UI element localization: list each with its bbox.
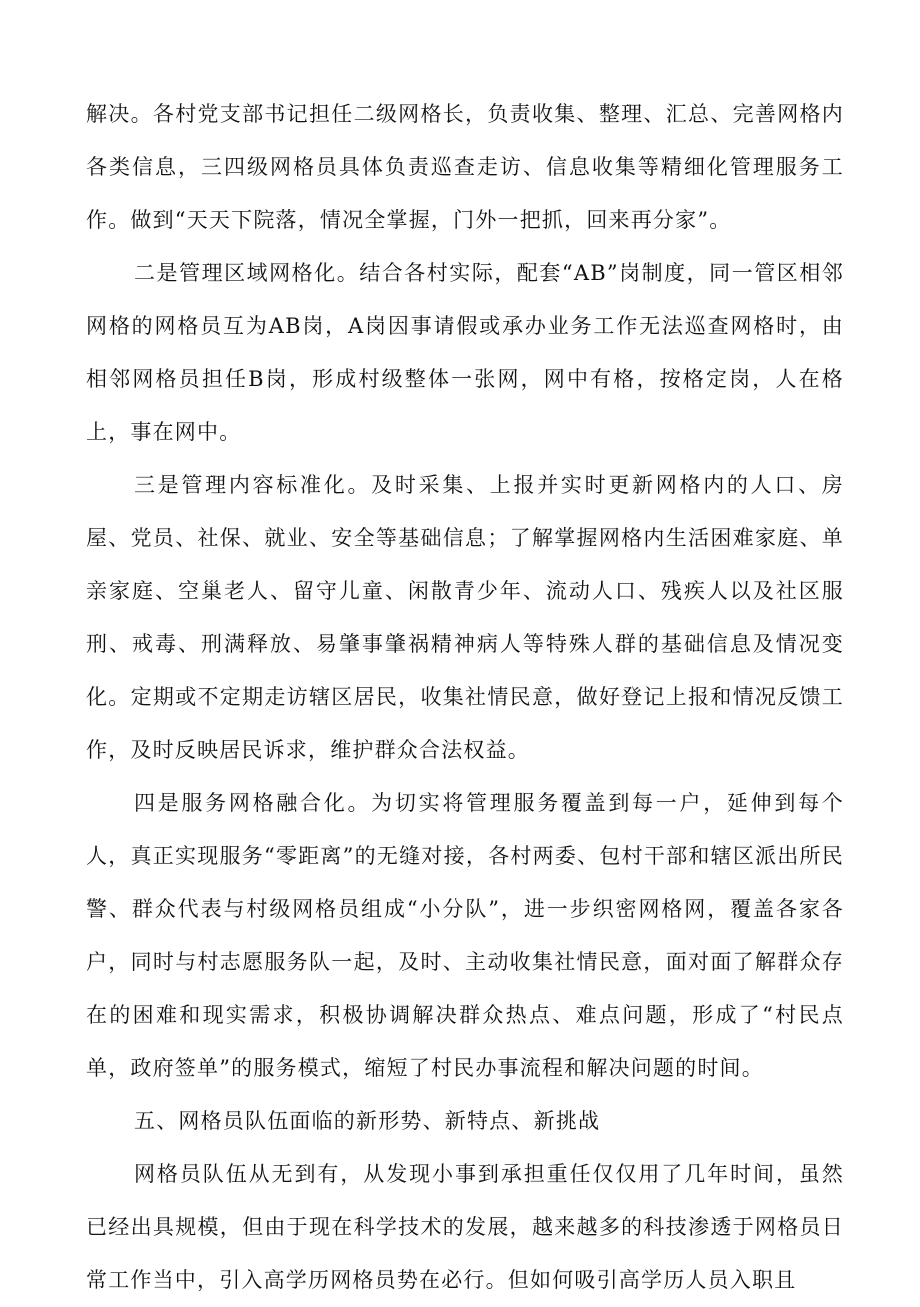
paragraph-team-growth: 网格员队伍从无到有，从发现小事到承担重任仅仅用了几年时间，虽然已经出具规模，但由于现在科学技术的发展，越来越多的科技渗透于网格员日常工作当中，引入高学历网格员势在必行。但如何吸引高学历人员入职且: [86, 1162, 844, 1292]
paragraph-content-standardization: 三是管理内容标准化。及时采集、上报并实时更新网格内的人口、房屋、党员、社保、就业、安全等基础信息；了解掌握网格内生活困难家庭、单亲家庭、空巢老人、留守儿童、闲散青少年、流动人口、残疾人以及社区服刑、戒毒、刑满释放、易肇事肇祸精神病人等特殊人群的基础信息及情况变化。定期或不定期走访辖区居民，收集社情民意，做好登记上报和情况反馈工作，及时反映居民诉求，维护群众合法权益。: [86, 473, 844, 762]
paragraph-area-gridding: 二是管理区域网格化。结合各村实际，配套“AB”岗制度，同一管区相邻网格的网格员互为AB岗，A岗因事请假或承办业务工作无法巡查网格时，由相邻网格员担任B岗，形成村级整体一张网，网中有格，按格定岗，人在格上，事在网中。: [86, 261, 844, 444]
section-heading: 五、网格员队伍面临的新形势、新特点、新挑战: [134, 1109, 601, 1133]
document-body: [86, 88, 844, 1307]
paragraph-service-integration: 四是服务网格融合化。为切实将管理服务覆盖到每一户，延伸到每个人，真正实现服务“零距离”的无缝对接，各村两委、包村干部和辖区派出所民警、群众代表与村级网格员组成“小分队”，进一步织密网格网，覆盖各家各户，同时与村志愿服务队一起，及时、主动收集社情民意，面对面了解群众存在的困难和现实需求，积极协调解决群众热点、难点问题，形成了“村民点单，政府签单”的服务模式，缩短了村民办事流程和解决问题的时间。: [86, 791, 844, 1080]
paragraph-continuation: 解决。各村党支部书记担任二级网格长，负责收集、整理、汇总、完善网格内各类信息，三四级网格员具体负责巡查走访、信息收集等精细化管理服务工作。做到“天天下院落，情况全掌握，门外一把抓，回来再分家”。: [86, 102, 844, 232]
